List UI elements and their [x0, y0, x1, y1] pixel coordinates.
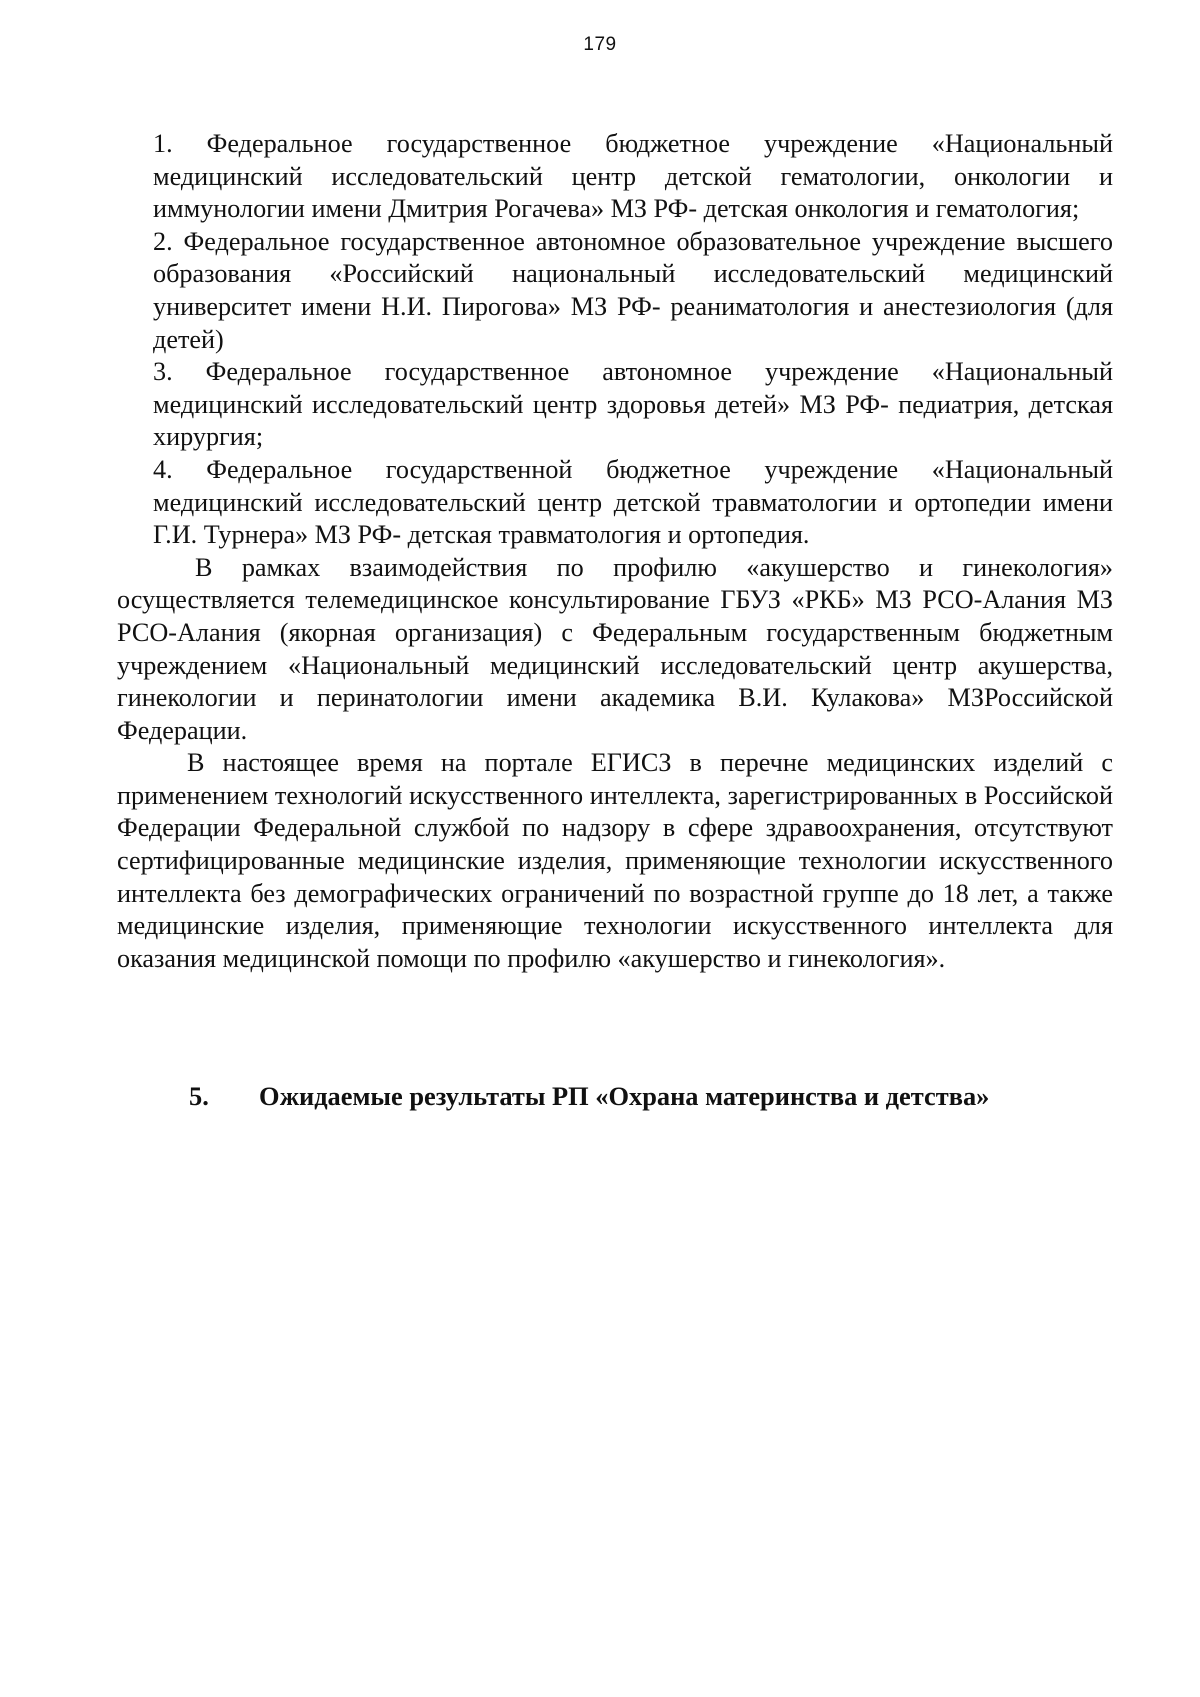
- paragraph-egisz: В настоящее время на портале ЕГИСЗ в перечне медицинских изделий с применением технологий искусственного интеллекта, зарегистрированных в Российской Федерации Федеральной службой по надзору в сфере здравоохранения, отсутствуют сертифицированные медицинские изделия, применяющие технологии искусственного интеллекта без демографических ограничений по возрастной группе до 18 лет, а также медицинские изделия, применяющие технологии искусственного интеллекта для оказания медицинской помощи по профилю «акушерство и гинекология».: [117, 748, 1113, 973]
- paragraph-telemedicine: В рамках взаимодействия по профилю «акушерство и гинекология» осуществляется телемедицинское консультирование ГБУЗ «РКБ» МЗ РСО-Алания МЗ РСО-Алания (якорная организация) с Федеральным государственным бюджетным учреждением «Национальный медицинский исследовательский центр акушерства, гинекологии и перинатологии имени академика В.И. Кулакова» МЗРоссийской Федерации.: [117, 552, 1113, 745]
- list-item: 4. Федеральное государственной бюджетное учреждение «Национальный медицинский исследовательский центр детской травматологии и ортопедии имени Г.И. Турнера» МЗ РФ- детская травматология и ортопедия.: [153, 454, 1113, 550]
- section-number: 5.: [189, 1081, 209, 1111]
- page-number: 179: [583, 34, 617, 55]
- section-heading: [189, 1080, 1139, 1112]
- list-item: 1. Федеральное государственное бюджетное учреждение «Национальный медицинский исследовательский центр детской гематологии, онкологии и иммунологии имени Дмитрия Рогачева» МЗ РФ- детская онкология и гематология;: [153, 129, 1113, 224]
- list-item: 2. Федеральное государственное автономное образовательное учреждение высшего образования «Российский национальный исследовательский медицинский университет имени Н.И. Пирогова» МЗ РФ- реаниматология и анестезиология (для детей): [153, 226, 1113, 354]
- section-title: Ожидаемые результаты РП «Охрана материнства и детства»: [259, 1081, 990, 1111]
- list-item: 3. Федеральное государственное автономное учреждение «Национальный медицинский исследовательский центр здоровья детей» МЗ РФ- педиатрия, детская хирургия;: [153, 357, 1113, 452]
- document-body: [117, 128, 1113, 975]
